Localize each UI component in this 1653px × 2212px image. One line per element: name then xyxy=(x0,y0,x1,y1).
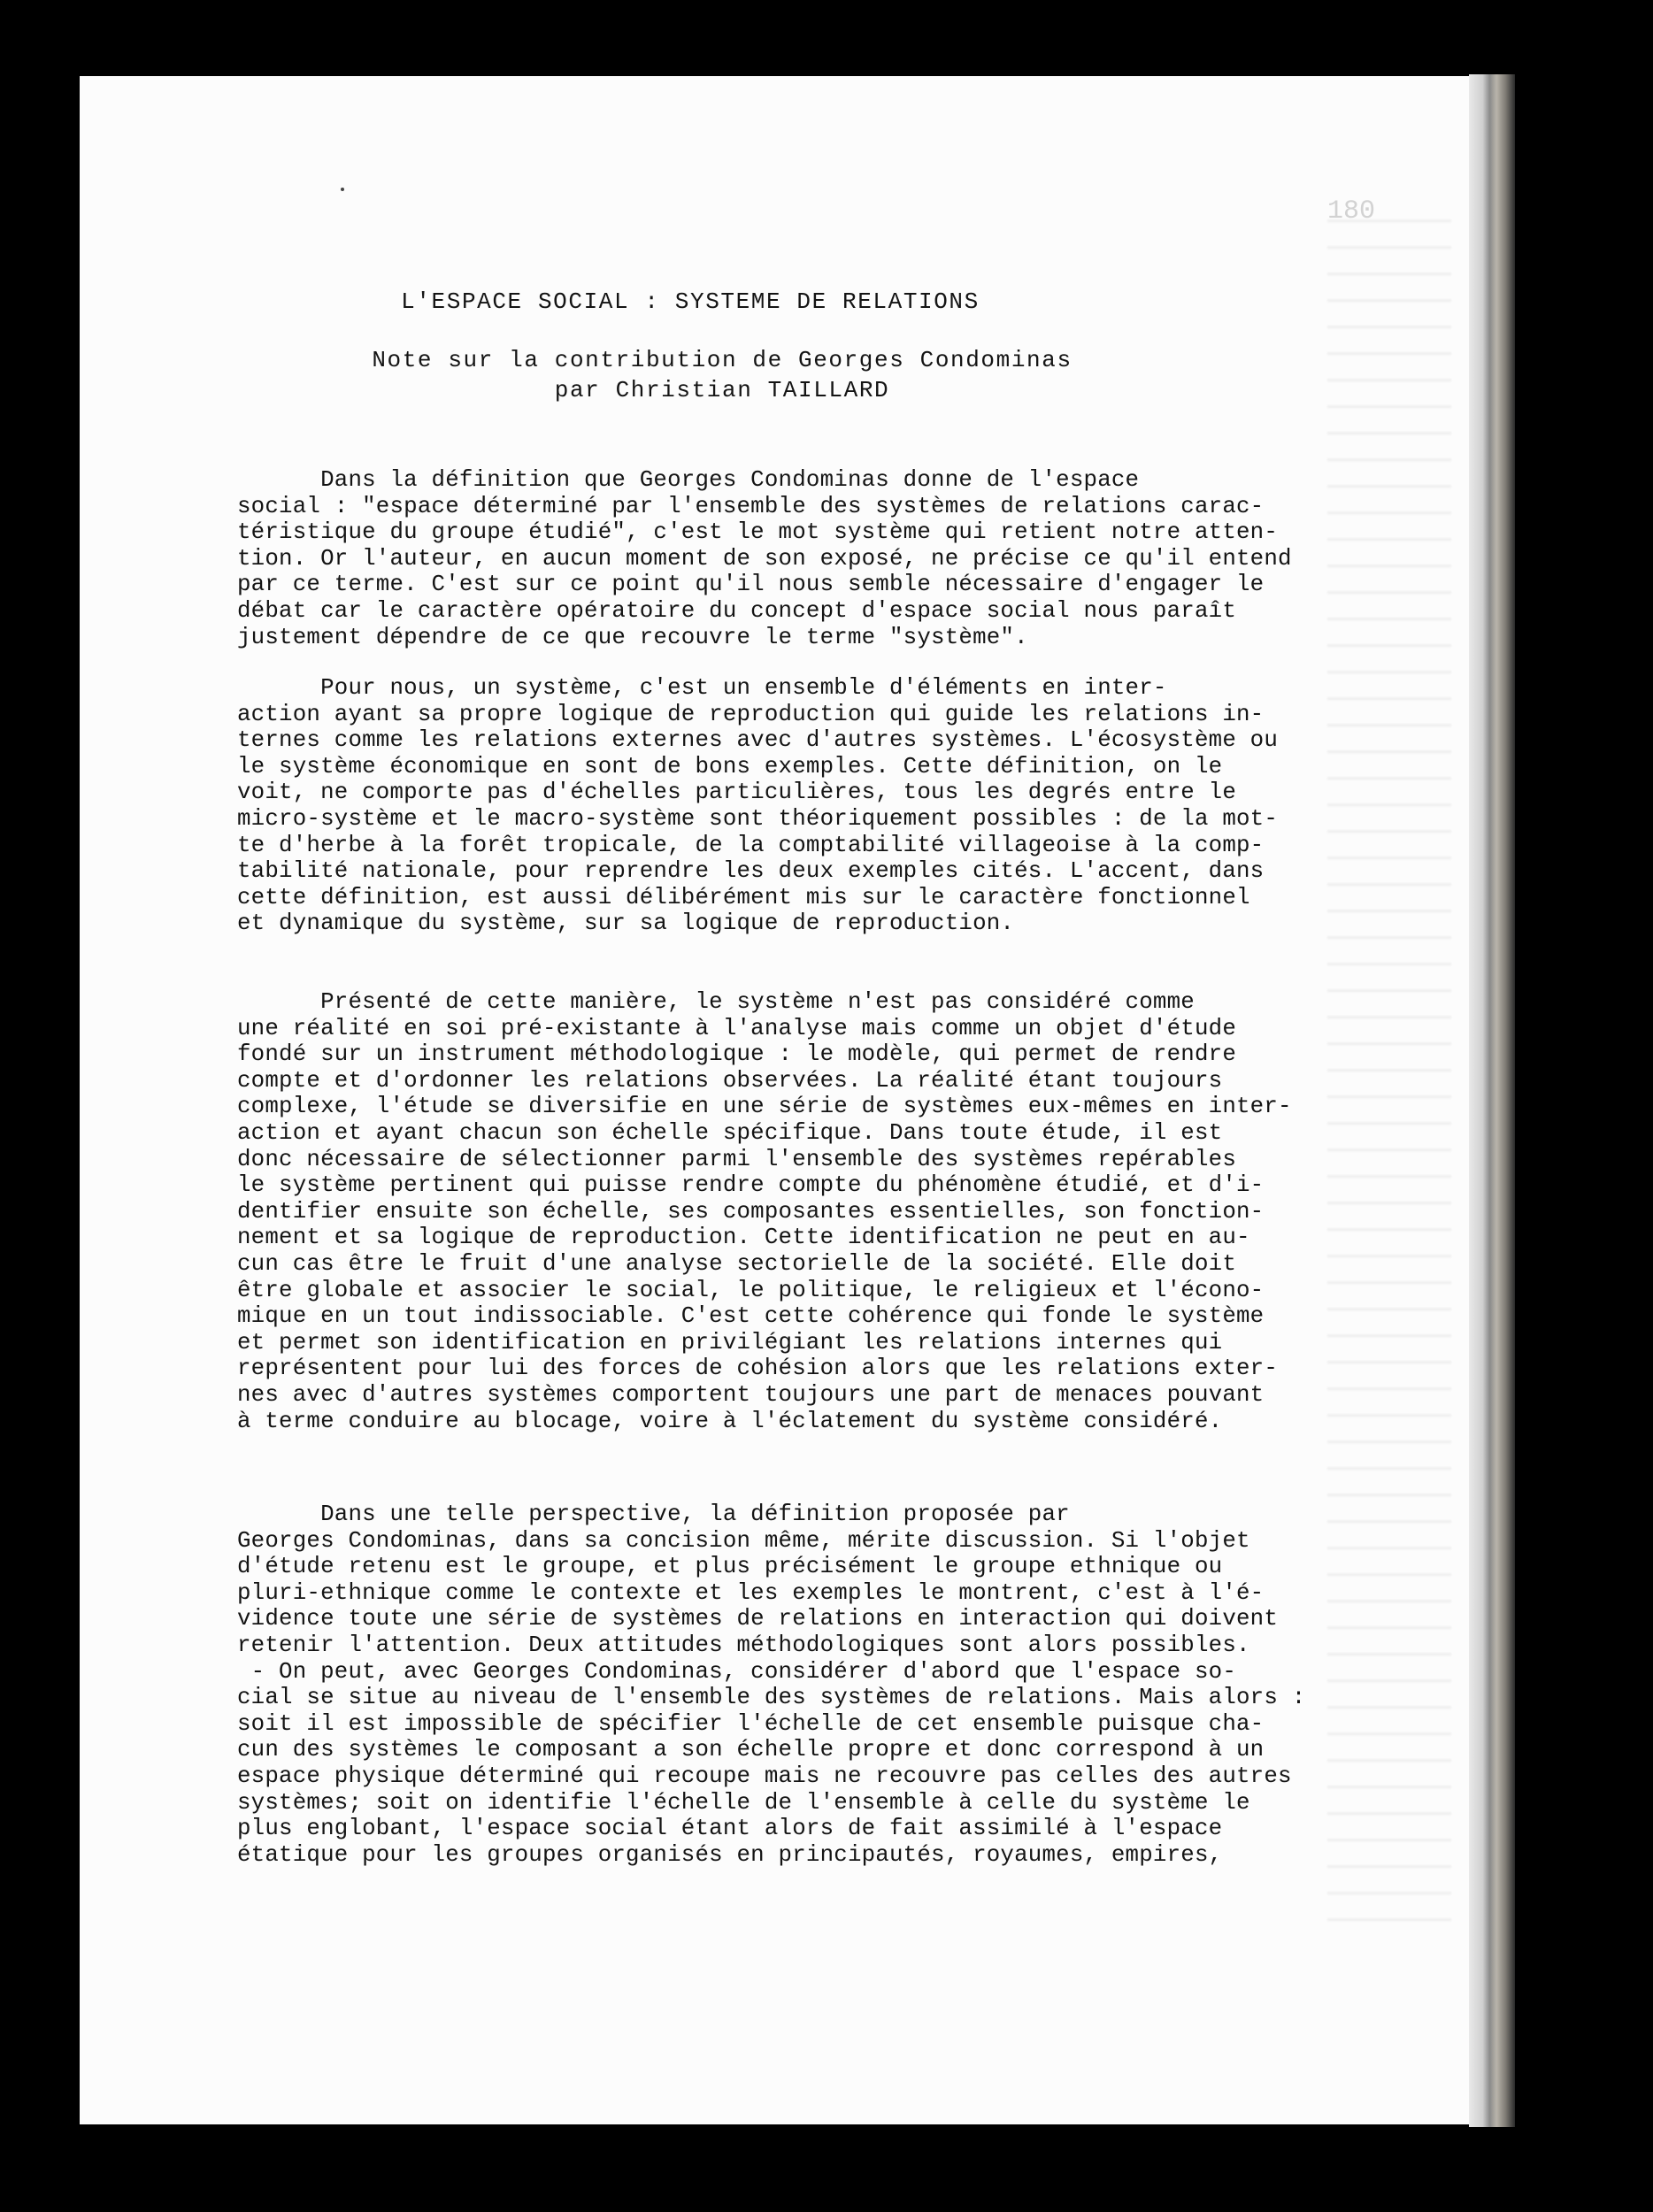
paragraph-2 xyxy=(237,675,1334,937)
paragraph-4 xyxy=(237,1502,1334,1868)
text-line: à terme conduire au blocage, voire à l'éclatement du système considéré. xyxy=(237,1408,1223,1434)
text-line: action et ayant chacun son échelle spécifique. Dans toute étude, il est xyxy=(237,1119,1223,1146)
text-line: complexe, l'étude se diversifie en une série de systèmes eux-mêmes en inter- xyxy=(237,1094,1292,1120)
paragraph-3 xyxy=(237,989,1334,1434)
text-line: voit, ne comporte pas d'échelles particulières, tous les degrés entre le xyxy=(237,780,1237,806)
text-line: - On peut, avec Georges Condominas, considérer d'abord que l'espace so- xyxy=(237,1658,1237,1685)
book-page-edge xyxy=(1469,74,1515,2127)
ghost-page-number: 180 xyxy=(1327,196,1376,227)
text-line: Georges Condominas, dans sa concision même, mérite discussion. Si l'objet xyxy=(237,1527,1250,1554)
text-line: dentifier ensuite son échelle, ses composantes essentielles, son fonction- xyxy=(237,1198,1265,1225)
text-line: une réalité en soi pré-existante à l'analyse mais comme un objet d'étude xyxy=(237,1015,1237,1041)
text-line: et dynamique du système, sur sa logique de reproduction. xyxy=(237,910,1015,937)
text-line: systèmes; soit on identifie l'échelle de l'ensemble à celle du système le xyxy=(237,1789,1250,1816)
text-line: te d'herbe à la forêt tropicale, de la comptabilité villageoise à la comp- xyxy=(237,832,1265,858)
text-line: justement dépendre de ce que recouvre le terme "système". xyxy=(237,624,1028,650)
text-line: action ayant sa propre logique de reproduction qui guide les relations in- xyxy=(237,701,1265,727)
document-author: par Christian TAILLARD xyxy=(554,377,890,403)
text-line: compte et d'ordonner les relations observées. La réalité étant toujours xyxy=(237,1067,1223,1094)
text-line: donc nécessaire de sélectionner parmi l'ensemble des systèmes repérables xyxy=(237,1146,1237,1172)
show-through-texture xyxy=(1327,204,1451,1929)
text-line: plus englobant, l'espace social étant alors de fait assimilé à l'espace xyxy=(237,1816,1223,1842)
text-line: nement et sa logique de reproduction. Cette identification ne peut en au- xyxy=(237,1225,1250,1251)
paragraph-1 xyxy=(237,467,1334,650)
text-line: mique en un tout indissociable. C'est cette cohérence qui fonde le système xyxy=(237,1303,1265,1330)
text-line: par ce terme. C'est sur ce point qu'il nous semble nécessaire d'engager le xyxy=(237,572,1265,598)
text-line: le système pertinent qui puisse rendre compte du phénomène étudié, et d'i- xyxy=(237,1172,1265,1199)
text-line: Dans la définition que Georges Condominas donne de l'espace xyxy=(237,467,1140,493)
text-line: représentent pour lui des forces de cohésion alors que les relations exter- xyxy=(237,1356,1279,1382)
document-title: L'ESPACE SOCIAL : SYSTEME DE RELATIONS xyxy=(401,288,980,315)
text-line: et permet son identification en privilégiant les relations internes qui xyxy=(237,1329,1223,1356)
text-line: être globale et associer le social, le politique, le religieux et l'écono- xyxy=(237,1277,1265,1303)
text-line: téristique du groupe étudié", c'est le mot système qui retient notre atten- xyxy=(237,519,1279,546)
text-line: cun des systèmes le composant a son échelle propre et donc correspond à un xyxy=(237,1737,1265,1763)
text-line: Pour nous, un système, c'est un ensemble d'éléments en inter- xyxy=(237,675,1167,701)
text-line: social : "espace déterminé par l'ensemble des systèmes de relations carac- xyxy=(237,493,1265,519)
document-subtitle: Note sur la contribution de Georges Condominas xyxy=(372,347,1073,373)
text-line: cial se situe au niveau de l'ensemble des systèmes de relations. Mais alors : xyxy=(237,1685,1306,1711)
speck-mark xyxy=(341,188,344,191)
text-line: nes avec d'autres systèmes comportent toujours une part de menaces pouvant xyxy=(237,1381,1265,1408)
text-line: tabilité nationale, pour reprendre les deux exemples cités. L'accent, dans xyxy=(237,858,1265,885)
text-line: retenir l'attention. Deux attitudes méthodologiques sont alors possibles. xyxy=(237,1632,1250,1658)
text-line: espace physique déterminé qui recoupe mais ne recouvre pas celles des autres xyxy=(237,1763,1292,1789)
text-line: pluri-ethnique comme le contexte et les exemples le montrent, c'est à l'é- xyxy=(237,1579,1265,1606)
text-line: vidence toute une série de systèmes de relations en interaction qui doivent xyxy=(237,1606,1279,1632)
text-line: Dans une telle perspective, la définition proposée par xyxy=(237,1502,1070,1527)
text-line: le système économique en sont de bons exemples. Cette définition, on le xyxy=(237,753,1223,780)
text-line: Présenté de cette manière, le système n'est pas considéré comme xyxy=(237,989,1195,1015)
text-line: fondé sur un instrument méthodologique : le modèle, qui permet de rendre xyxy=(237,1041,1237,1068)
text-line: étatique pour les groupes organisés en principautés, royaumes, empires, xyxy=(237,1841,1223,1868)
text-line: soit il est impossible de spécifier l'échelle de cet ensemble puisque cha- xyxy=(237,1710,1265,1737)
text-line: cun cas être le fruit d'une analyse sectorielle de la société. Elle doit xyxy=(237,1250,1237,1277)
text-line: tion. Or l'auteur, en aucun moment de son exposé, ne précise ce qu'il entend xyxy=(237,545,1292,572)
text-line: cette définition, est aussi délibérément mis sur le caractère fonctionnel xyxy=(237,884,1250,910)
text-line: micro-système et le macro-système sont théoriquement possibles : de la mot- xyxy=(237,805,1279,832)
text-line: ternes comme les relations externes avec d'autres systèmes. L'écosystème ou xyxy=(237,727,1279,754)
text-line: d'étude retenu est le groupe, et plus précisément le groupe ethnique ou xyxy=(237,1554,1223,1580)
text-line: débat car le caractère opératoire du concept d'espace social nous paraît xyxy=(237,597,1237,624)
